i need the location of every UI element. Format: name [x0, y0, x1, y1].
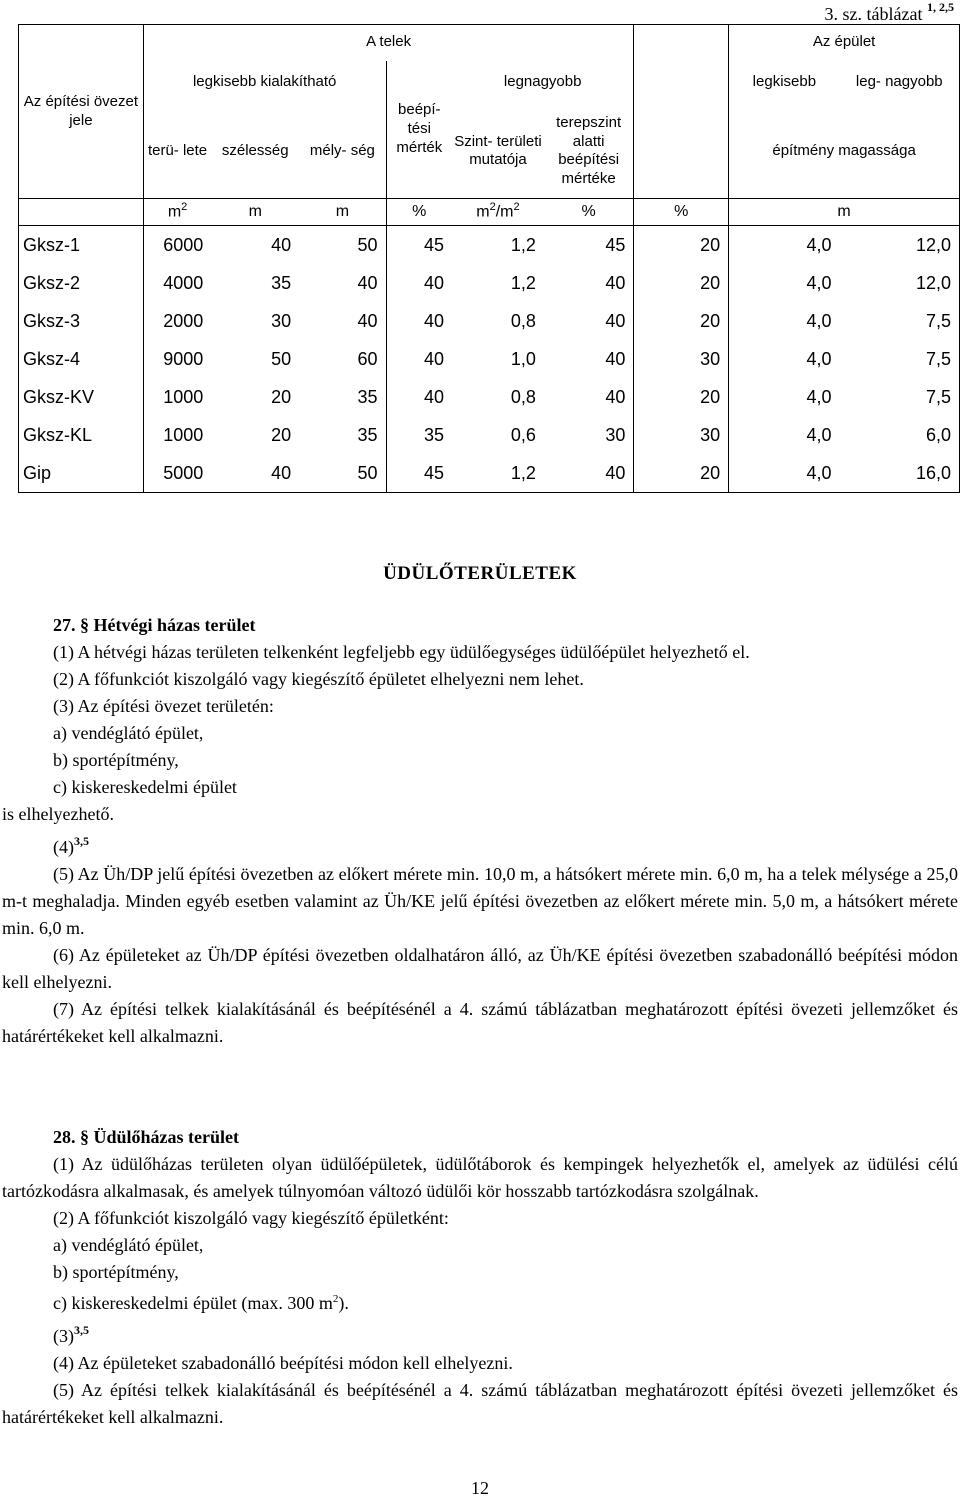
col-header-zone: Az építési övezet jele	[23, 92, 139, 129]
section-28-heading: 28. § Üdülőházas terület	[53, 1127, 239, 1147]
group-header-plot: A telek	[143, 25, 634, 61]
table-cell: 40	[386, 340, 452, 378]
table-cell: 6000	[143, 226, 211, 265]
section-28	[2, 1124, 958, 1431]
paragraph: (1) Az üdülőházas területen olyan üdülőépületek, üdülőtáborok és kempingek helyezhetők el, amelyek az üdülési célú tartózkodásra alkalmasak, és amelyek túlnyomóan változó üdülői kör hosszabb tartózkodásra szolgálnak.	[2, 1154, 958, 1201]
zone-code: Gksz-1	[19, 226, 144, 265]
table-row	[19, 340, 960, 378]
table-cell: 9000	[143, 340, 211, 378]
table-cell: 20	[634, 226, 729, 265]
paragraph: (5) Az építési telkek kialakításánál és beépítésénél a 4. számú táblázatban meghatározott építési övezeti jellemzőket és határértékeket kell alkalmazni.	[2, 1380, 958, 1427]
table-cell: 0,8	[510, 386, 536, 407]
list-item: c) kiskereskedelmi épület	[53, 777, 237, 797]
table-cell: 4000	[143, 264, 211, 302]
col-header-height-max: leg- nagyobb	[855, 73, 943, 91]
table-cell: 40	[271, 462, 292, 483]
table-cell: 50	[299, 226, 386, 265]
col-header-green	[634, 25, 729, 199]
unit-height: m	[729, 199, 960, 226]
paragraph: (5) Az Üh/DP jelű építési övezetben az előkert mérete min. 10,0 m, a hátsókert mérete min. 6,0 m, ha a telek mélysége a 25,0 m-t meghaladja. Minden egyéb esetben valamint az Üh/KE jelű építési övezetben az előkert mérete min. 5,0 m, a hátsókert mérete min. 6,0 m.	[2, 864, 958, 938]
table-cell: 40	[211, 226, 299, 265]
table-cell: 35	[386, 416, 452, 454]
table-cell: 30	[271, 310, 292, 331]
table-cell: 7,5	[925, 310, 951, 331]
group-header-building: Az épület	[729, 25, 960, 61]
table-cell: 7,5	[925, 348, 951, 369]
table-cell: 20	[634, 302, 729, 340]
col-header-depth: mély- ség	[309, 141, 375, 159]
table-cell: 0,6	[510, 424, 536, 445]
table-cell: 6,0	[925, 424, 951, 445]
table-cell: 40	[386, 302, 452, 340]
paragraph: (2) A főfunkciót kiszolgáló vagy kiegészítő épületet elhelyezni nem lehet.	[53, 669, 584, 689]
table-row	[19, 454, 960, 493]
table-cell: 30	[634, 340, 729, 378]
paragraph: (2) A főfunkciót kiszolgáló vagy kiegészítő épületként:	[53, 1208, 449, 1228]
table-cell: 35	[357, 386, 378, 407]
paragraph: (7) Az építési telkek kialakításánál és beépítésénél a 4. számú táblázatban meghatározott építési övezeti jellemzőket és határértékeket kell alkalmazni.	[2, 999, 958, 1046]
table-cell: 30	[634, 416, 729, 454]
unit-depth: m	[299, 199, 386, 226]
zone-code: Gip	[23, 462, 52, 483]
table-cell: 4,0	[729, 454, 840, 493]
table-cell: 4,0	[729, 416, 840, 454]
table-cell: 1,2	[452, 226, 544, 265]
table-cell: 35	[357, 424, 378, 445]
table-cell: 20	[271, 424, 292, 445]
zoning-table	[18, 24, 960, 493]
table-cell: 40	[357, 272, 378, 293]
col-header-width: szélesség	[221, 141, 289, 159]
table-cell: 20	[634, 264, 729, 302]
table-cell: 20	[634, 378, 729, 416]
table-cell: 1000	[143, 416, 211, 454]
table-cell: 40	[605, 386, 626, 407]
unit-width: m	[211, 199, 299, 226]
unit-green: %	[634, 199, 729, 226]
zone-code: Gksz-KV	[23, 386, 95, 407]
table-row	[19, 378, 960, 416]
zone-code: Gksz-4	[23, 348, 81, 369]
list-item: b) sportépítmény,	[53, 750, 179, 770]
table-cell: 40	[386, 264, 452, 302]
table-cell: 50	[271, 348, 292, 369]
list-item: c) kiskereskedelmi épület (max. 300 $m^2$).	[53, 1293, 349, 1313]
col-header-area: terü- lete	[143, 105, 211, 199]
page-number: 12	[471, 1478, 489, 1498]
list-item: a) vendéglátó épület,	[53, 723, 204, 743]
unit-floor-ratio: $m^2/m^2$	[452, 199, 544, 226]
table-cell: 40	[386, 378, 452, 416]
table-cell: 1,2	[510, 462, 536, 483]
table-cell: 30	[605, 424, 626, 445]
table-cell: 0,8	[510, 310, 536, 331]
table-caption: 3. sz. táblázat $^{1, 2,5}$	[824, 0, 954, 24]
paragraph: (6) Az épületeket az Üh/DP építési övezetben oldalhatáron álló, az Üh/KE építési övezetben szabadonálló beépítési módon kell elhelyezni.	[2, 945, 958, 992]
table-cell: 50	[357, 462, 378, 483]
footnote-marker: 3,5	[74, 1323, 89, 1337]
col-header-height-min: legkisebb	[729, 61, 840, 105]
table-cell: 45	[544, 226, 634, 265]
table-cell: 45	[386, 454, 452, 493]
paragraph: (4) Az épületeket szabadonálló beépítési módon kell elhelyezni.	[53, 1353, 513, 1373]
zone-code: Gksz-3	[23, 310, 81, 331]
section-27	[2, 612, 958, 1050]
col-header-floor-ratio: Szint- területi mutatója	[454, 132, 542, 169]
table-cell: 1,0	[510, 348, 536, 369]
unit-underground: %	[544, 199, 634, 226]
table-cell: 4,0	[729, 378, 840, 416]
col-header-underground: terepszint alatti beépítési mértéke	[556, 113, 622, 187]
unit-coverage: %	[386, 199, 452, 226]
paragraph-repealed: $(3)^{3,5}$	[53, 1323, 89, 1346]
table-cell: 1000	[143, 378, 211, 416]
table-cell: 35	[271, 272, 292, 293]
zone-code: Gksz-KL	[23, 424, 93, 445]
table-cell: 4,0	[729, 264, 840, 302]
table-cell: 4,0	[729, 302, 840, 340]
list-item: b) sportépítmény,	[53, 1262, 179, 1282]
table-cell: 7,5	[925, 386, 951, 407]
table-row	[19, 416, 960, 454]
table-row	[19, 226, 960, 265]
table-cell: 16,0	[915, 462, 951, 483]
paragraph-repealed: $(4)^{3,5}$	[53, 834, 89, 857]
list-item: a) vendéglátó épület,	[53, 1235, 204, 1255]
table-cell: 60	[357, 348, 378, 369]
paragraph: is elhelyezhető.	[2, 804, 114, 824]
section-27-heading: 27. § Hétvégi házas terület	[53, 615, 256, 635]
table-cell: 40	[605, 310, 626, 331]
table-cell: 12,0	[840, 226, 960, 265]
table-row	[19, 302, 960, 340]
subgroup-header-largest: legnagyobb	[503, 73, 582, 91]
table-cell: 2000	[143, 302, 211, 340]
paragraph: (3) Az építési övezet területén:	[53, 696, 274, 716]
subgroup-header-smallest: legkisebb kialakítható	[143, 61, 386, 105]
table-row	[19, 264, 960, 302]
col-header-building-height: építmény magassága	[729, 105, 960, 199]
unit-area: $m^2$	[143, 199, 211, 226]
paragraph: (1) A hétvégi házas területen telkenként legfeljebb egy üdülőegységes üdülőépület helyezhető el.	[53, 642, 750, 662]
table-cell: 1,2	[510, 272, 536, 293]
table-cell: 5000	[143, 454, 211, 493]
table-cell: 45	[386, 226, 452, 265]
zone-code: Gksz-2	[23, 272, 81, 293]
table-cell: 40	[605, 348, 626, 369]
section-title: ÜDÜLŐTERÜLETEK	[383, 563, 577, 584]
table-cell: 4,0	[729, 226, 840, 265]
footnote-marker: 3,5	[74, 834, 89, 848]
col-header-coverage: beépí- tési mérték	[386, 61, 452, 199]
table-cell: 20	[271, 386, 292, 407]
table-cell: 40	[605, 462, 626, 483]
table-cell: 4,0	[729, 340, 840, 378]
table-caption-footnote: 1, 2,5	[927, 0, 954, 14]
table-cell: 12,0	[915, 272, 951, 293]
table-cell: 40	[605, 272, 626, 293]
table-cell: 20	[634, 454, 729, 493]
table-cell: 40	[357, 310, 378, 331]
